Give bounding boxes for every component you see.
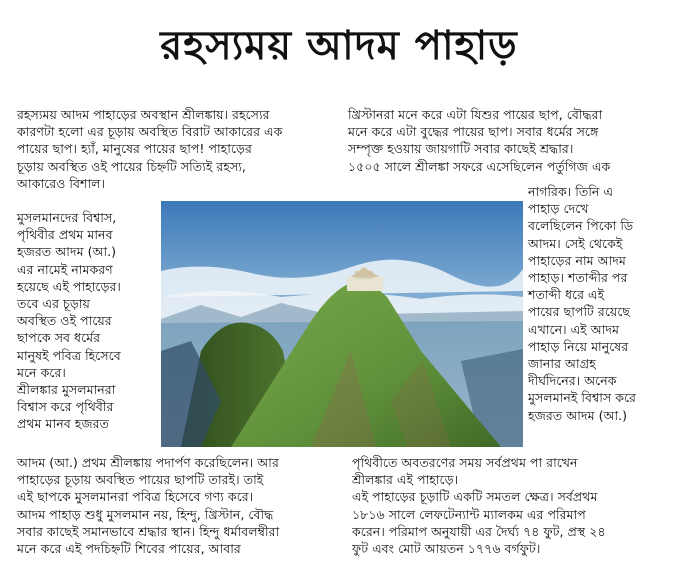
text-line: ১৫০৫ সালে শ্রীলঙ্কা সফরে এসেছিলেন পর্তুগিজ এক (348, 158, 611, 174)
left-column-bottom (17, 454, 279, 557)
text-line: মানুষই পবিত্র হিসেবে (17, 347, 121, 363)
text-line: ফুট এবং মোট আয়তন ১৭৭৬ বর্গফুট। (352, 541, 541, 557)
text-line: শ্রীলঙ্কার এই পাহাড়ে। (352, 472, 459, 488)
text-line: মনে করে এটা বুদ্ধের পায়ের ছাপ। সবার ধর্মের সঙ্গে (348, 124, 599, 140)
text-line: এই পাহাড়ের চূড়াটি একটি সমতল ক্ষেত্র। সর্বপ্রথম (352, 489, 598, 505)
text-line: পাহাড় নিয়ে মানুষের (528, 338, 629, 354)
text-line: নাগরিক। তিনি এ (528, 184, 614, 199)
text-line: মনে করে। (17, 364, 66, 380)
text-line: কারণটা হলো এর চূড়ায় অবস্থিত বিরাট আকারের এক (17, 124, 283, 140)
summit-temple (347, 277, 383, 291)
text-line: পাহাড়ের নাম আদম (528, 252, 626, 268)
text-line: চূড়ায় অবস্থিত ওই পায়ের চিহ্নটি সত্যিই রহস্য, (17, 158, 246, 174)
right-column-wrap (528, 183, 636, 424)
left-column-wrap (17, 209, 121, 433)
text-line: পায়ের ছাপটি রয়েছে (528, 304, 631, 320)
left-column-top (17, 106, 282, 192)
text-line: করেন। পরিমাপ অনুযায়ী এর দৈর্ঘ্য ৭৪ ফুট, প্রস্থ ২৪ (352, 523, 606, 539)
text-line: এই ছাপকে মুসলমানরা পবিত্র হিসেবে গণ্য করে। (17, 489, 254, 505)
text-line: পাহাড় দেখে (528, 201, 589, 217)
text-line: আদম। সেই থেকেই (528, 235, 623, 251)
text-line: পাহাড়। শতাব্দীর পর (528, 270, 628, 286)
headline: রহস্যময় আদম পাহাড় (160, 23, 518, 69)
text-line: হয়েছে এই পাহাড়ের। (17, 278, 121, 294)
text-line: বলেছিলেন পিকো ডি (528, 218, 634, 234)
text-line: মুসলমানই বিশ্বাস করে (528, 390, 636, 406)
text-line: বিশ্বাস করে পৃথিবীর (17, 399, 114, 415)
text-line: প্রথম মানব হজরত (17, 416, 109, 432)
right-column-top (348, 106, 610, 175)
text-line: হজরত আদম (আ.) (17, 244, 117, 260)
text-line: আকারেও বিশাল। (17, 175, 106, 191)
text-line: জানার আগ্রহ (528, 356, 596, 372)
text-line: মুসলমানদের বিশ্বাস, (17, 210, 117, 225)
text-line: ১৮১৬ সালে লেফটেন্যান্ট ম্যালকম এর পরিমাপ (352, 506, 586, 522)
text-line: রহস্যময় আদম পাহাড়ের অবস্থান শ্রীলঙ্কায়। রহস্যের (17, 107, 270, 122)
text-line: সম্পৃক্ত হওয়ায় জায়গাটি সবার কাছেই শ্রদ্ধার। (348, 141, 574, 157)
text-line: এখানে। এই আদম (528, 321, 620, 337)
text-line: মনে করে এই পদচিহ্নটি শিবের পায়ের, আবার (17, 541, 241, 557)
right-column-bottom (352, 454, 606, 557)
text-line: অবস্থিত ওই পায়ের (17, 313, 112, 329)
adams-peak-photo (161, 201, 523, 447)
text-line: খ্রিস্টানরা মনে করে এটা যিশুর পায়ের ছাপ, বৌদ্ধরা (348, 107, 603, 122)
text-line: পৃথিবীর প্রথম মানব (17, 227, 113, 243)
text-line: পায়ের ছাপ। হ্যাঁ, মানুষের পায়ের ছাপ! পাহাড়ের (17, 141, 252, 157)
text-line: পাহাড়ের চূড়ায় অবস্থিত পায়ের ছাপটি তারই। তাই (17, 472, 264, 488)
text-line: ছাপকে সব ধর্মের (17, 330, 101, 346)
text-line: শ্রীলঙ্কার মুসলমানরা (17, 382, 116, 398)
text-line: দীর্ঘদিনের। অনেক (528, 373, 617, 389)
text-line: সবার কাছেই সমানভাবে শ্রদ্ধার স্থান। হিন্দু ধর্মাবলম্বীরা (17, 523, 280, 539)
text-line: শতাব্দী ধরে এই (528, 287, 605, 303)
text-line: তবে এর চূড়ায় (17, 296, 90, 312)
text-line: হজরত আদম (আ.) (528, 407, 628, 423)
text-line: এর নামেই নামকরণ (17, 261, 113, 277)
text-line: আদম পাহাড় শুধু মুসলমান নয়, হিন্দু, খ্রিস্টান, বৌদ্ধ (17, 506, 274, 522)
text-line: আদম (আ.) প্রথম শ্রীলঙ্কায় পদার্পণ করেছিলেন। আর (17, 455, 279, 470)
text-line: পৃথিবীতে অবতরণের সময় সর্বপ্রথম পা রাখেন (352, 455, 578, 470)
